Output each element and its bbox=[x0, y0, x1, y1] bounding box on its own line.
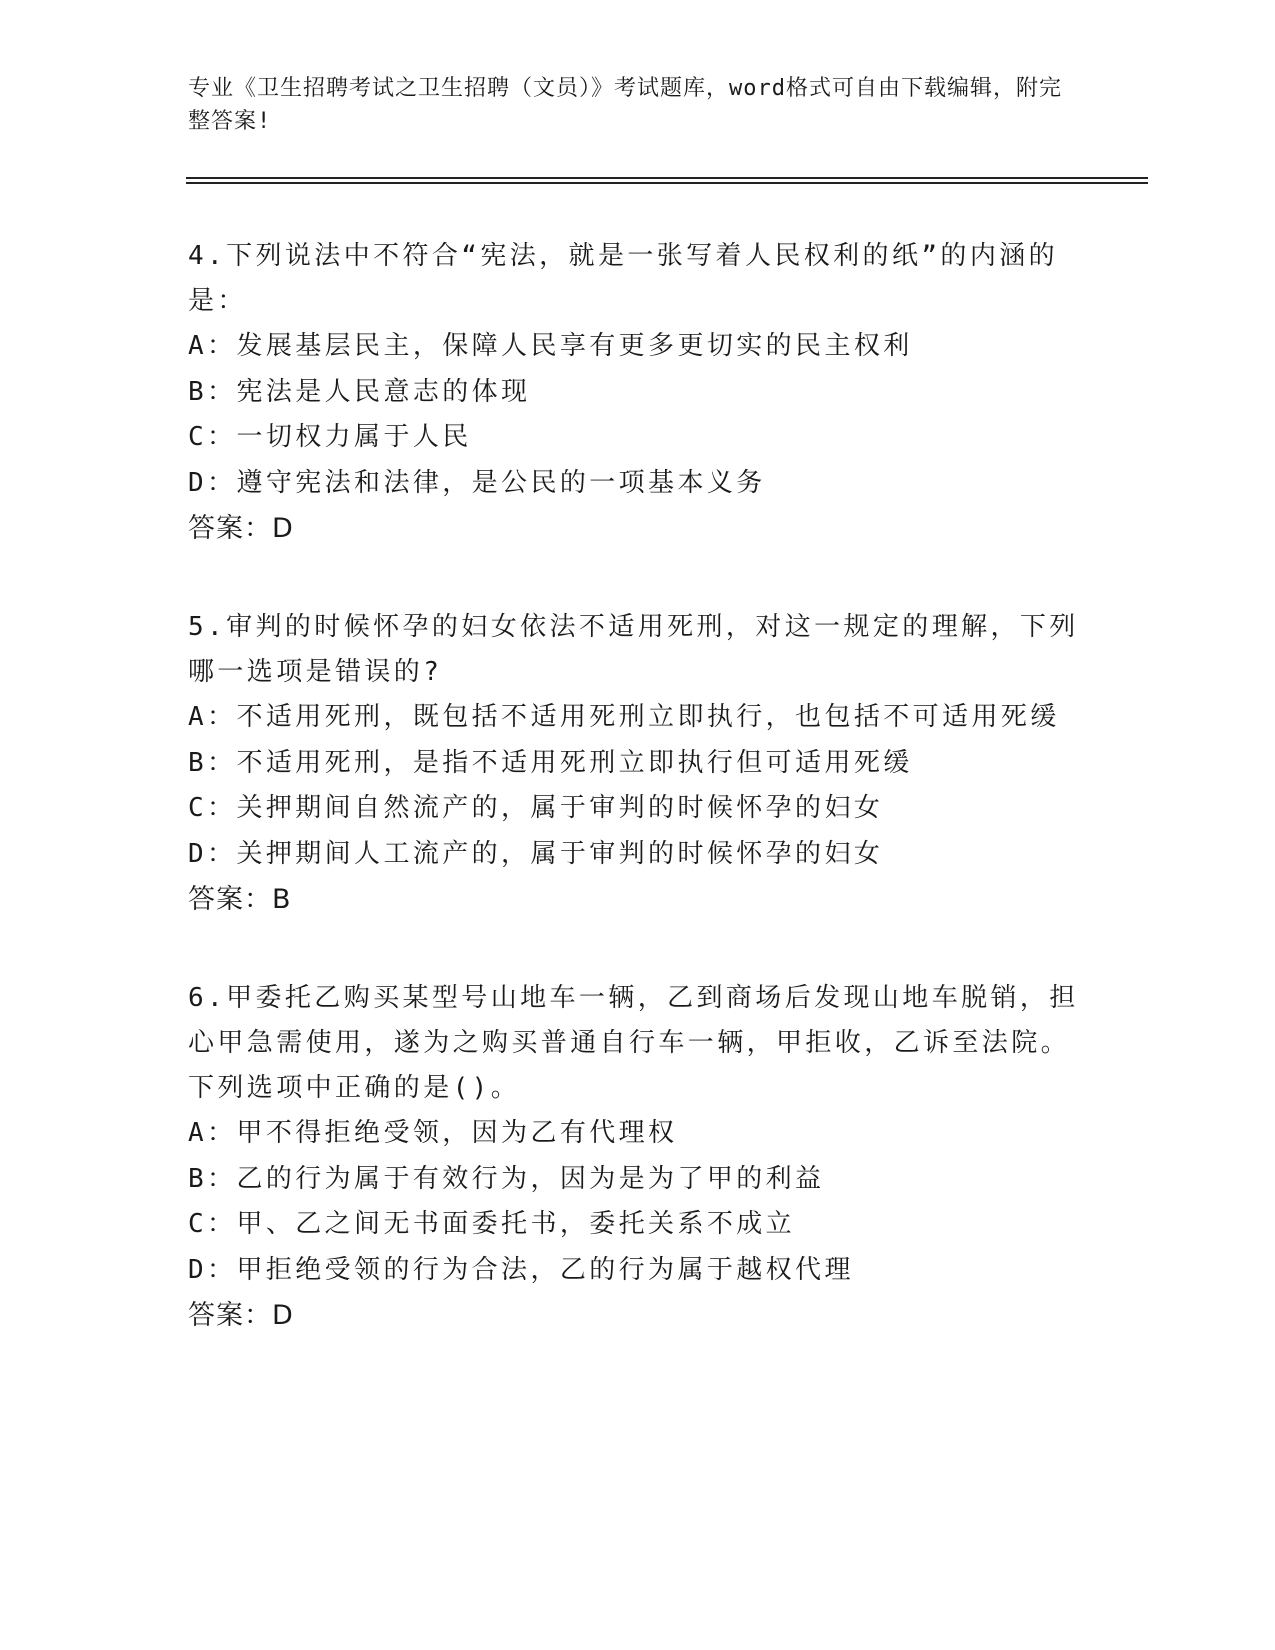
document-header bbox=[188, 72, 1068, 138]
option-c: C：甲、乙之间无书面委托书，委托关系不成立 bbox=[188, 1209, 796, 1239]
question-stem: 6.甲委托乙购买某型号山地车一辆，乙到商场后发现山地车脱销，担心甲急需使用，遂为之购买普通自行车一辆，甲拒收，乙诉至法院。下列选项中正确的是()。 bbox=[188, 983, 1079, 1103]
option-d: D：遵守宪法和法律，是公民的一项基本义务 bbox=[188, 467, 766, 498]
option-a: A：发展基层民主，保障人民享有更多更切实的民主权利 bbox=[188, 331, 913, 361]
option-b: B：宪法是人民意志的体现 bbox=[188, 376, 531, 407]
question-4 bbox=[188, 234, 1088, 551]
option-c: C：关押期间自然流产的，属于审判的时候怀孕的妇女 bbox=[188, 793, 884, 823]
question-stem: 5.审判的时候怀孕的妇女依法不适用死刑，对这一规定的理解，下列哪一选项是错误的? bbox=[188, 612, 1079, 687]
answer-line: 答案：D bbox=[188, 513, 294, 544]
option-a: A：甲不得拒绝受领，因为乙有代理权 bbox=[188, 1118, 678, 1148]
answer-line: 答案：D bbox=[188, 1300, 294, 1331]
question-5 bbox=[188, 605, 1088, 922]
option-b: B：不适用死刑，是指不适用死刑立即执行但可适用死缓 bbox=[188, 747, 913, 778]
option-d: D：关押期间人工流产的，属于审判的时候怀孕的妇女 bbox=[188, 838, 884, 869]
question-stem: 4.下列说法中不符合“宪法，就是一张写着人民权利的纸”的内涵的是： bbox=[188, 241, 1059, 316]
answer-line: 答案：B bbox=[188, 884, 292, 915]
header-divider-top bbox=[186, 177, 1148, 179]
option-d: D：甲拒绝受领的行为合法，乙的行为属于越权代理 bbox=[188, 1254, 854, 1285]
question-list bbox=[188, 234, 1088, 1392]
option-b: B：乙的行为属于有效行为，因为是为了甲的利益 bbox=[188, 1163, 825, 1194]
option-a: A：不适用死刑，既包括不适用死刑立即执行，也包括不可适用死缓 bbox=[188, 702, 1060, 732]
question-6 bbox=[188, 976, 1088, 1338]
option-c: C：一切权力属于人民 bbox=[188, 422, 472, 452]
header-divider-bottom bbox=[186, 182, 1148, 184]
header-title: 专业《卫生招聘考试之卫生招聘（文员）》考试题库，word格式可自由下载编辑，附完整答案! bbox=[188, 76, 1062, 134]
